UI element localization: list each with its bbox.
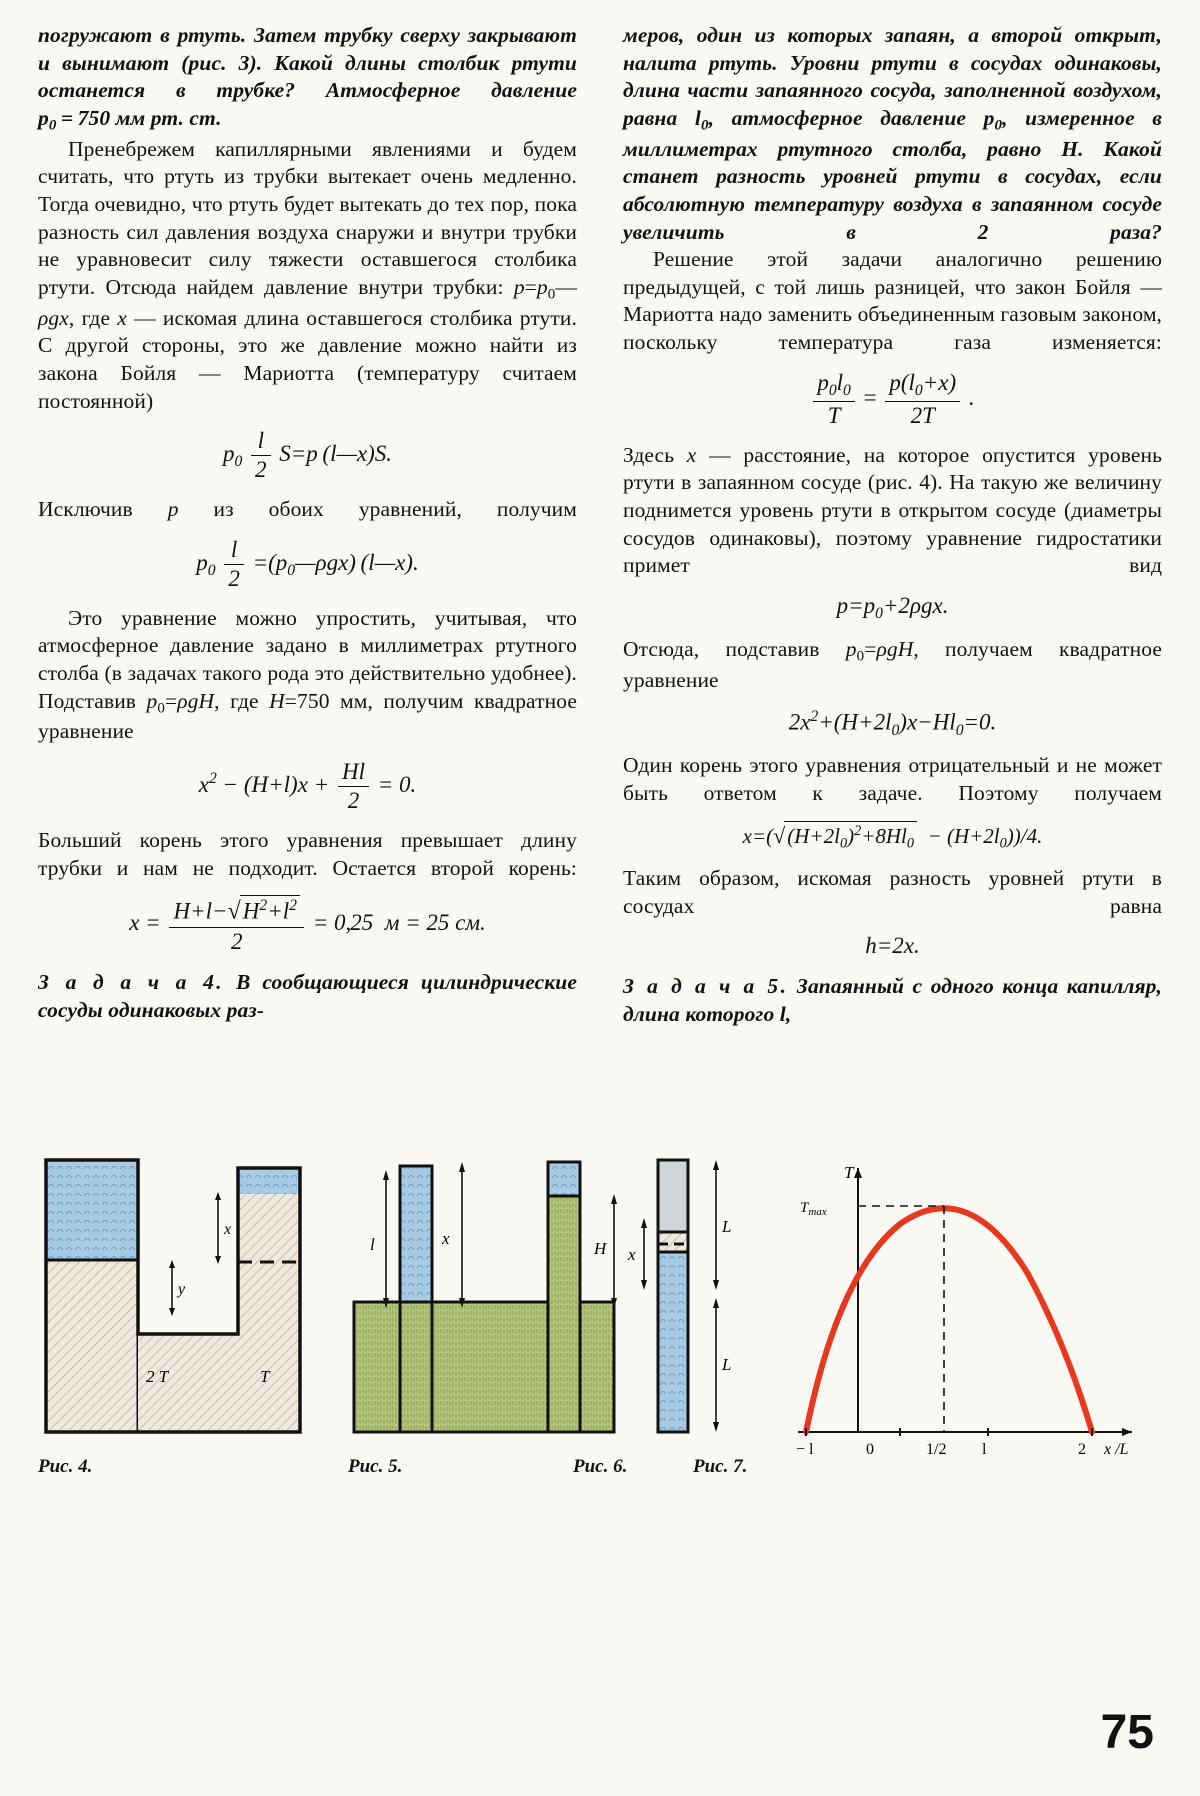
intro-italic: погружают в ртуть. Затем трубку сверху закрывают и вынимают (рис. 3). Какой длины столбик ртути останется в трубке? Атмосферное давление (38, 23, 577, 103)
caption-fig-7: Рис. 7. (693, 1456, 748, 1477)
intro-formula: $p_0 = 750$ мм рт. ст. (38, 105, 222, 134)
fig7-tick-0: 0 (866, 1441, 874, 1458)
left-column (38, 22, 577, 1029)
fig7-axis-T: T (844, 1163, 854, 1182)
fig6-label-L-top: L (722, 1217, 732, 1236)
left-para-4: Больший корень этого уравнения превышает длину трубки и нам не подходит. Остается второй корень: (38, 828, 577, 880)
fig4-label-x: x (224, 1221, 232, 1238)
fig7-axis-x: x /L (1104, 1441, 1129, 1458)
right-para-5: Таким образом, искомая разность уровней ртути в сосудах равна (623, 866, 1162, 918)
task-4 (38, 969, 577, 1024)
formula-right-1: $\frac{p_0l_0}{T}$ = $\frac{p(l_0+x)}{2T}$ . (623, 370, 1162, 429)
fig7-tick--1: − l (796, 1441, 814, 1458)
formula-left-4: x = $\frac{H+l-√H^2+l^2}{2}$ = 0,25 м = 25 см. (129, 897, 486, 954)
formula-right-3: $2x^2+(H+2l_0)x-Hl_0=0$. (788, 707, 997, 739)
task-5 (623, 973, 1162, 1028)
right-para-4: Один корень этого уравнения отрицательный и не может быть ответом к задаче. Поэтому получаем (623, 753, 1162, 805)
caption-fig-4: Рис. 4. (38, 1456, 93, 1477)
left-para-1: Пренебрежем капиллярными явлениями и будем считать, что ртуть из трубки вытекает очень медленно. Тогда очевидно, что ртуть будет вытекать до тех пор, пока разность сил давления воздуха снаружи и внутри трубки не уравновесит силу тяжести оставшегося столбика ртути. Отсюда найдем давление внутри трубки: $p=p_0—\rho gx$, где x — искомая длина оставшегося столбика ртути. С другой стороны, это же давление можно найти из закона Бойля — Мариотта (температуру считаем постоянной) (38, 136, 577, 413)
task-4-text: В сообщающиеся цилиндрические сосуды одинаковых раз- (38, 969, 577, 1022)
text-columns (38, 22, 1162, 1029)
fig6-label-L-bottom: L (722, 1355, 732, 1374)
figures-svg (38, 1154, 1166, 1458)
formula-left-1: $p_0$ $\frac{l}{2}$ S=p (l—x)S. (222, 428, 393, 483)
figure-4 (46, 1160, 300, 1432)
fig4-label-y: y (178, 1281, 186, 1298)
right-para-1: Решение этой задачи аналогично решению предыдущей, с той лишь разницей, что закон Бойля — Мариотта надо заменить объединенным газовым законом, поскольку температура газа изменяется: (623, 247, 1162, 355)
left-para-3: Это уравнение можно упростить, учитывая, что атмосферное давление задано в миллиметрах ртутного столба (в задачах такого рода это действительно удобнее). Подставив $p_0=\rho gH$, где H=750 мм, получим квадратное уравнение (38, 605, 577, 744)
fig5-label-H: H (594, 1239, 607, 1258)
fig7-tick-1: l (982, 1441, 987, 1458)
formula-right-5: h=2x. (865, 933, 920, 959)
right-para-3: Отсюда, подставив $p_0=\rho gH$, получаем квадратное уравнение (623, 637, 1162, 692)
right-column (623, 22, 1162, 1029)
fig7-tick-half: 1/2 (926, 1441, 947, 1458)
caption-fig-5: Рис. 5. (348, 1456, 403, 1477)
fig4-label-T: T (260, 1367, 270, 1386)
formula-right-2: $p=p_0+2\rho gx$. (836, 592, 949, 623)
fig5-label-l: l (370, 1235, 375, 1254)
figure-7-chart (796, 1163, 1132, 1458)
formula-left-2: $p_0$ $\frac{l}{2}$ $=(p_0—\rho gx)$ (l—x). (196, 536, 419, 591)
figures-row (38, 1154, 1166, 1458)
figure-6 (627, 1160, 731, 1432)
task-5-text: Запаянный с одного конца капилляр, длина которого l, (623, 974, 1163, 1027)
formula-right-4: $x=(√(H+2l_0)^2+8Hl_0 - (H+2l_0))/4$. (742, 822, 1043, 852)
fig4-label-2T: 2 T (146, 1367, 169, 1386)
formula-left-3: $x^2 - (H+l)x$ + $\frac{Hl}{2}$ = 0. (198, 759, 417, 814)
cont-italic: меров, один из которых запаян, а второй открыт, налита ртуть. Уровни ртути в сосудах одинаковы, длина части запаянного сосуда, заполненной воздухом, равна $l_0$, атмосферное давление $p_0$, измеренное в миллиметрах ртутного столба, равно H. Какой станет разность уровней ртути в сосудах, если абсолютную температуру воздуха в запаянном сосуде увеличить в 2 раза? (623, 23, 1163, 244)
fig7-label-tmax: $T_{max}$ (800, 1200, 827, 1218)
fig5-label-x: x (442, 1229, 450, 1248)
left-para-2: Исключив p из обоих уравнений, получим (38, 497, 577, 522)
task-5-label: З а д а ч а 5. (623, 974, 789, 999)
right-para-2: Здесь x — расстояние, на которое опустится уровень ртути в запаянном сосуде (рис. 4). На такую же величину поднимется уровень ртути в открытом сосуде (диаметры сосудов одинаковы), поэтому уравнение гидростатики примет вид (623, 442, 1163, 578)
task-4-label: З а д а ч а 4. (38, 969, 225, 994)
page-number: 75 (1100, 1706, 1154, 1759)
fig6-label-x: x (628, 1245, 636, 1264)
caption-fig-6: Рис. 6. (573, 1456, 628, 1477)
figure-5 (354, 1162, 617, 1432)
fig7-tick-2: 2 (1078, 1441, 1086, 1458)
